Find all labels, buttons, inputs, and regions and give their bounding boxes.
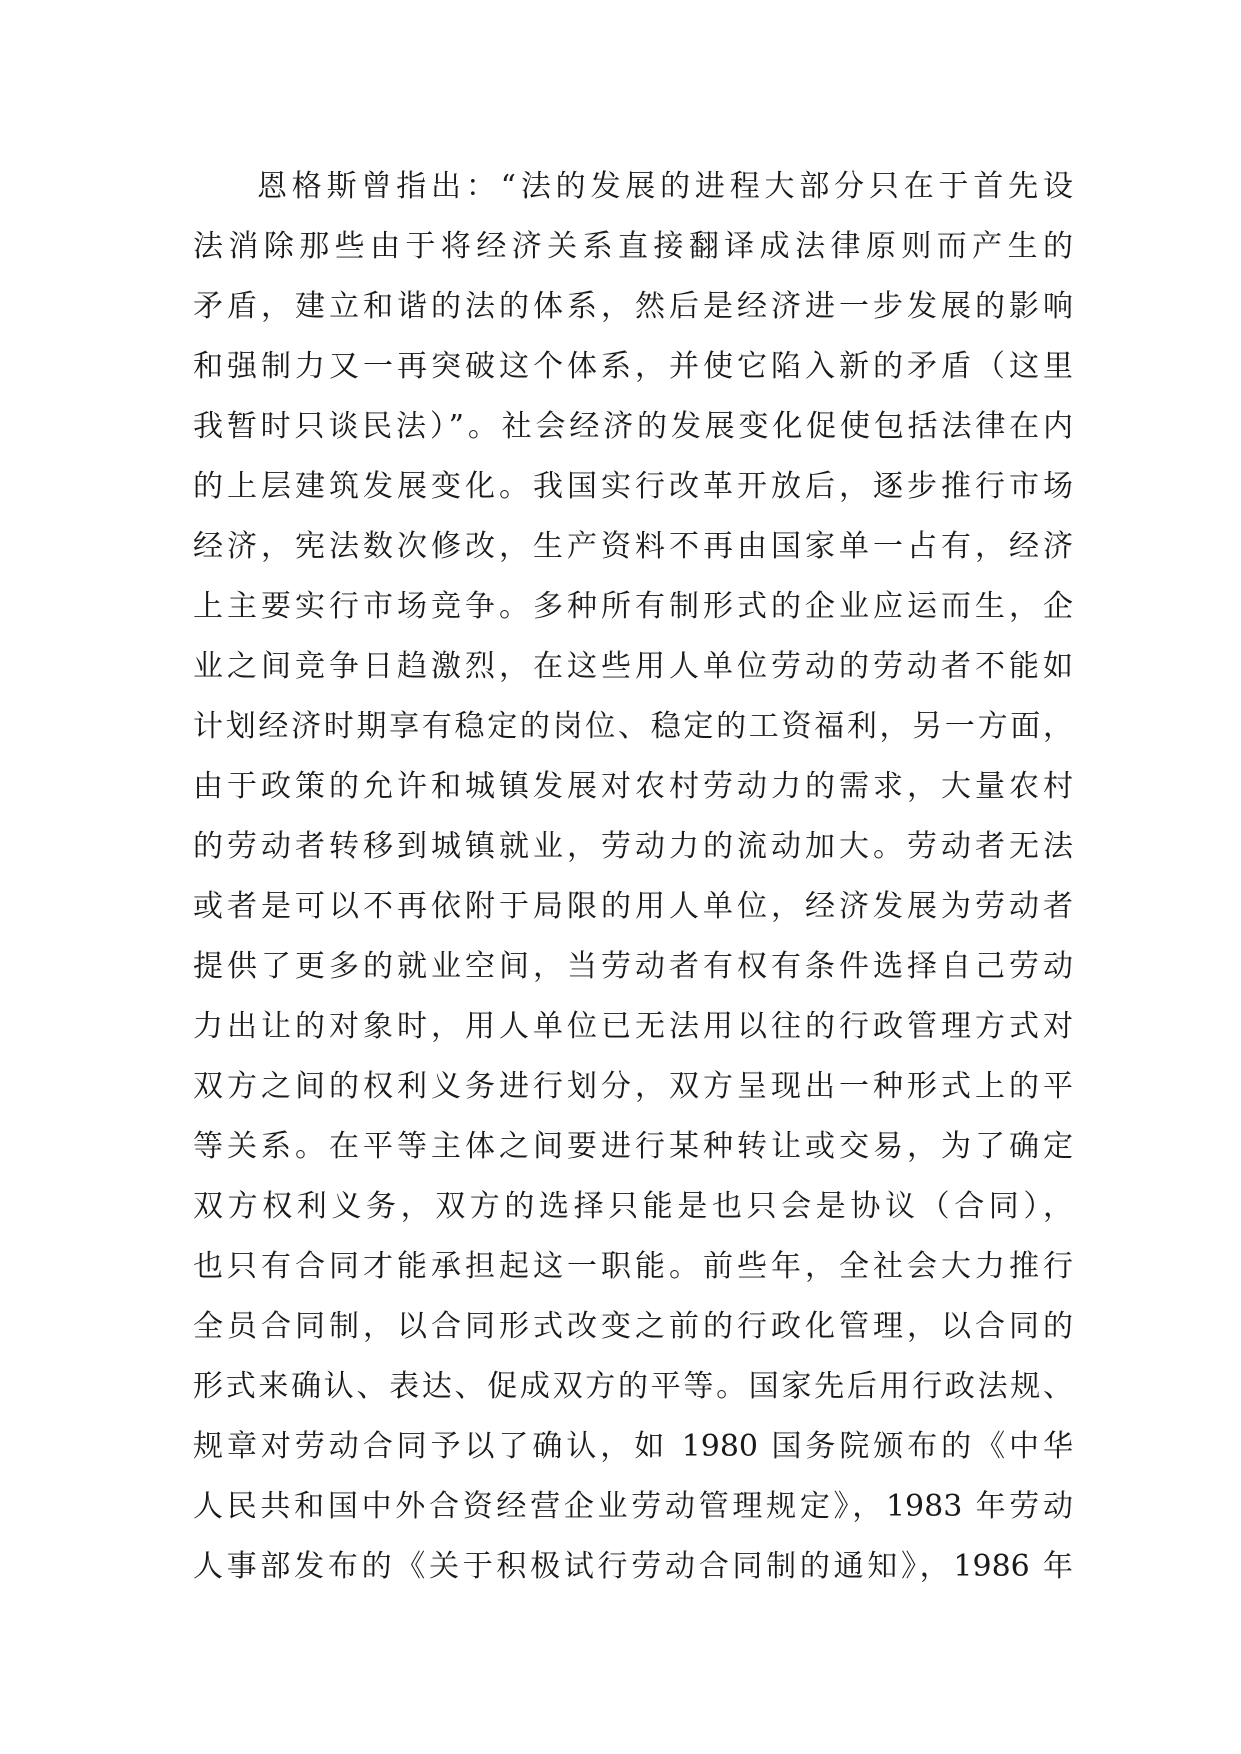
text-line: 等关系。在平等主体之间要进行某种转让或交易，为了确定 xyxy=(193,1129,1073,1164)
text-line: 形式来确认、表达、促成双方的平等。国家先后用行政法规、 xyxy=(193,1369,1073,1404)
text-line: 业之间竞争日趋激烈，在这些用人单位劳动的劳动者不能如 xyxy=(193,649,1073,684)
text-line: 提供了更多的就业空间，当劳动者有权有条件选择自己劳动 xyxy=(193,949,1073,984)
text-line: 我暂时只谈民法）”。社会经济的发展变化促使包括法律在内 xyxy=(193,409,1073,444)
text-line: 的劳动者转移到城镇就业，劳动力的流动加大。劳动者无法 xyxy=(193,829,1073,864)
text-line: 计划经济时期享有稳定的岗位、稳定的工资福利，另一方面， xyxy=(193,709,1073,744)
text-line: 和强制力又一再突破这个体系，并使它陷入新的矛盾（这里 xyxy=(193,349,1073,384)
text-line: 或者是可以不再依附于局限的用人单位，经济发展为劳动者 xyxy=(193,889,1073,924)
text-line: 矛盾，建立和谐的法的体系，然后是经济进一步发展的影响 xyxy=(193,289,1073,324)
text-line: 双方之间的权利义务进行划分，双方呈现出一种形式上的平 xyxy=(193,1069,1073,1104)
text-line: 规章对劳动合同予以了确认，如 1980 国务院颁布的《中华 xyxy=(193,1429,1073,1464)
text-line: 上主要实行市场竞争。多种所有制形式的企业应运而生，企 xyxy=(193,589,1073,624)
text-line: 双方权利义务，双方的选择只能是也只会是协议（合同）， xyxy=(193,1189,1073,1224)
text-line: 也只有合同才能承担起这一职能。前些年，全社会大力推行 xyxy=(193,1249,1073,1284)
text-line: 人事部发布的《关于积极试行劳动合同制的通知》，1986 年 xyxy=(193,1549,1073,1584)
text-line: 的上层建筑发展变化。我国实行改革开放后，逐步推行市场 xyxy=(193,469,1073,504)
text-line: 法消除那些由于将经济关系直接翻译成法律原则而产生的 xyxy=(193,229,1073,264)
text-line: 人民共和国中外合资经营企业劳动管理规定》，1983 年劳动 xyxy=(193,1489,1073,1524)
text-line: 经济，宪法数次修改，生产资料不再由国家单一占有，经济 xyxy=(193,529,1073,564)
text-line: 由于政策的允许和城镇发展对农村劳动力的需求，大量农村 xyxy=(193,769,1073,804)
text-line: 力出让的对象时，用人单位已无法用以往的行政管理方式对 xyxy=(193,1009,1073,1044)
body-paragraph xyxy=(193,157,1073,1597)
text-line: 恩格斯曾指出：“法的发展的进程大部分只在于首先设 xyxy=(257,169,1073,204)
text-line: 全员合同制，以合同形式改变之前的行政化管理，以合同的 xyxy=(193,1309,1073,1344)
